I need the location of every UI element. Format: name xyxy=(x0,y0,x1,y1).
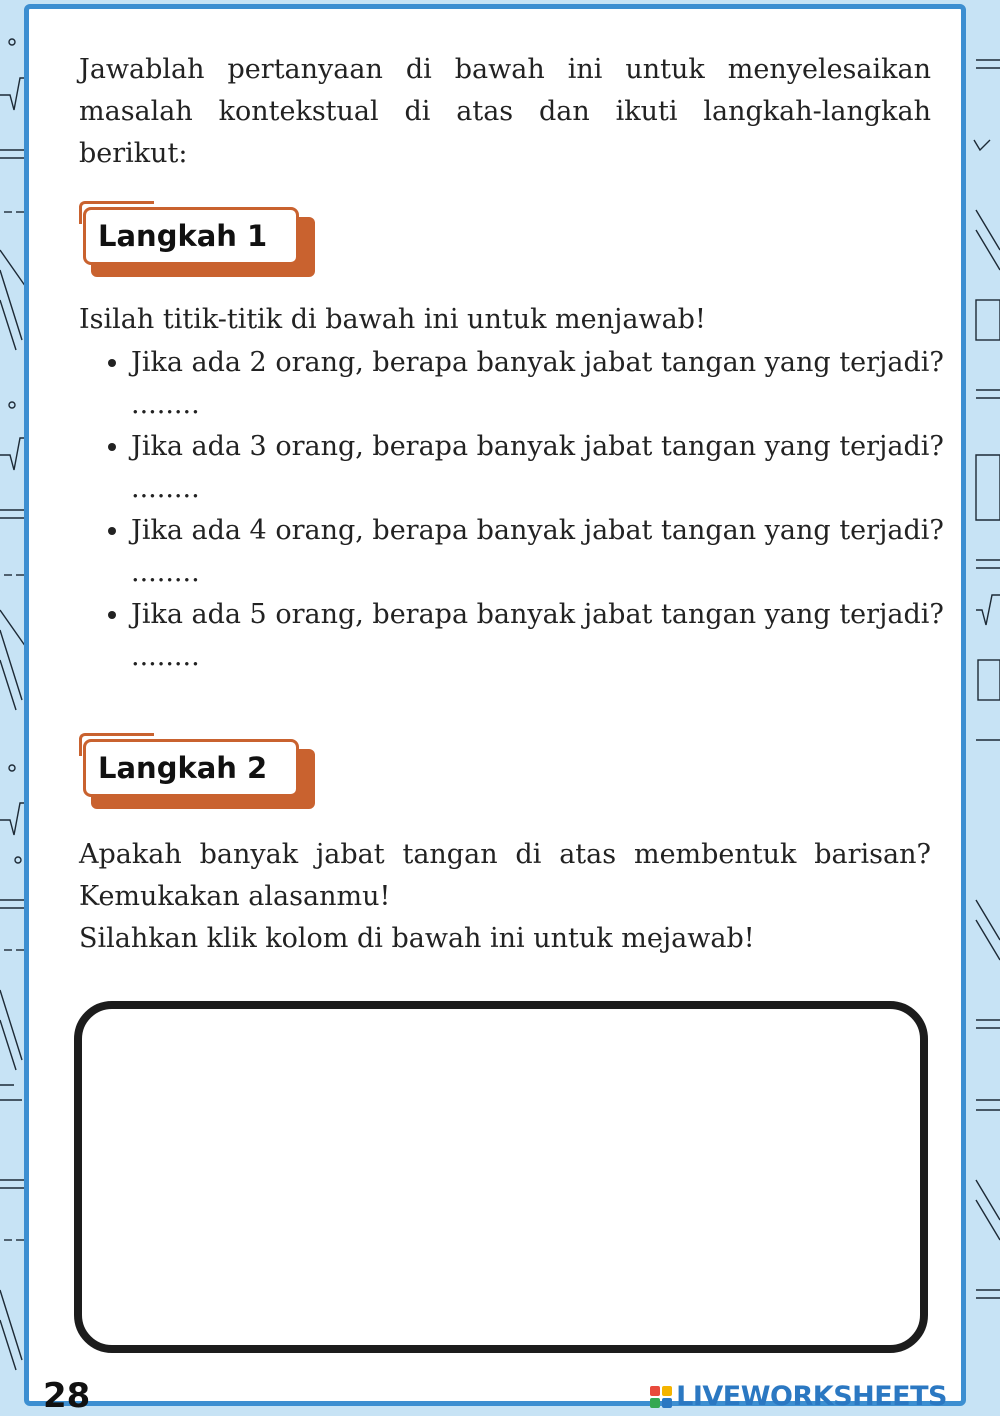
page-number: 28 xyxy=(43,1376,91,1416)
step1-instruction: Isilah titik-titik di bawah ini untuk menjawab! xyxy=(79,304,706,335)
liveworksheets-logo[interactable] xyxy=(650,1381,947,1412)
brand-name: LIVEWORKSHEETS xyxy=(676,1381,947,1412)
math-doodle-icon xyxy=(970,0,1000,1414)
step1-heading xyxy=(79,201,319,281)
question-answer-line[interactable]: terjadi? ........ xyxy=(131,347,944,420)
question-text: Jika ada 5 orang, berapa banyak jabat tangan yang xyxy=(131,599,831,630)
math-doodle-pattern-right xyxy=(970,0,1000,1414)
intro-line: masalah kontekstual di atas dan ikuti langkah-langkah xyxy=(79,96,931,127)
liveworksheets-logo-icon xyxy=(650,1386,672,1408)
answer-textarea[interactable] xyxy=(74,1001,928,1353)
worksheet-page xyxy=(24,4,966,1416)
step2-heading xyxy=(79,733,319,813)
step2-prompt: Kemukakan alasanmu! xyxy=(79,881,391,912)
list-item xyxy=(131,342,961,426)
question-text: Jika ada 4 orang, berapa banyak jabat tangan yang xyxy=(131,515,831,546)
intro-paragraph xyxy=(79,49,931,175)
question-answer-line[interactable]: terjadi? ........ xyxy=(131,599,944,672)
question-answer-line[interactable]: terjadi? ........ xyxy=(131,431,944,504)
question-answer-line[interactable]: terjadi? ........ xyxy=(131,515,944,588)
list-item xyxy=(131,426,961,510)
list-item xyxy=(131,594,961,678)
list-item xyxy=(131,510,961,594)
step2-paragraph xyxy=(79,834,931,960)
step2-instruction: Silahkan klik kolom di bawah ini untuk mejawab! xyxy=(79,923,755,954)
intro-line: berikut: xyxy=(79,138,188,169)
intro-line: Jawablah pertanyaan di bawah ini untuk menyelesaikan xyxy=(79,54,931,85)
question-text: Jika ada 2 orang, berapa banyak jabat tangan yang xyxy=(131,347,831,378)
step1-title: Langkah 1 xyxy=(83,207,299,265)
question-text: Jika ada 3 orang, berapa banyak jabat tangan yang xyxy=(131,431,831,462)
step2-question: Apakah banyak jabat tangan di atas membentuk barisan? xyxy=(79,839,931,870)
step2-title: Langkah 2 xyxy=(83,739,299,797)
question-list xyxy=(101,342,961,678)
